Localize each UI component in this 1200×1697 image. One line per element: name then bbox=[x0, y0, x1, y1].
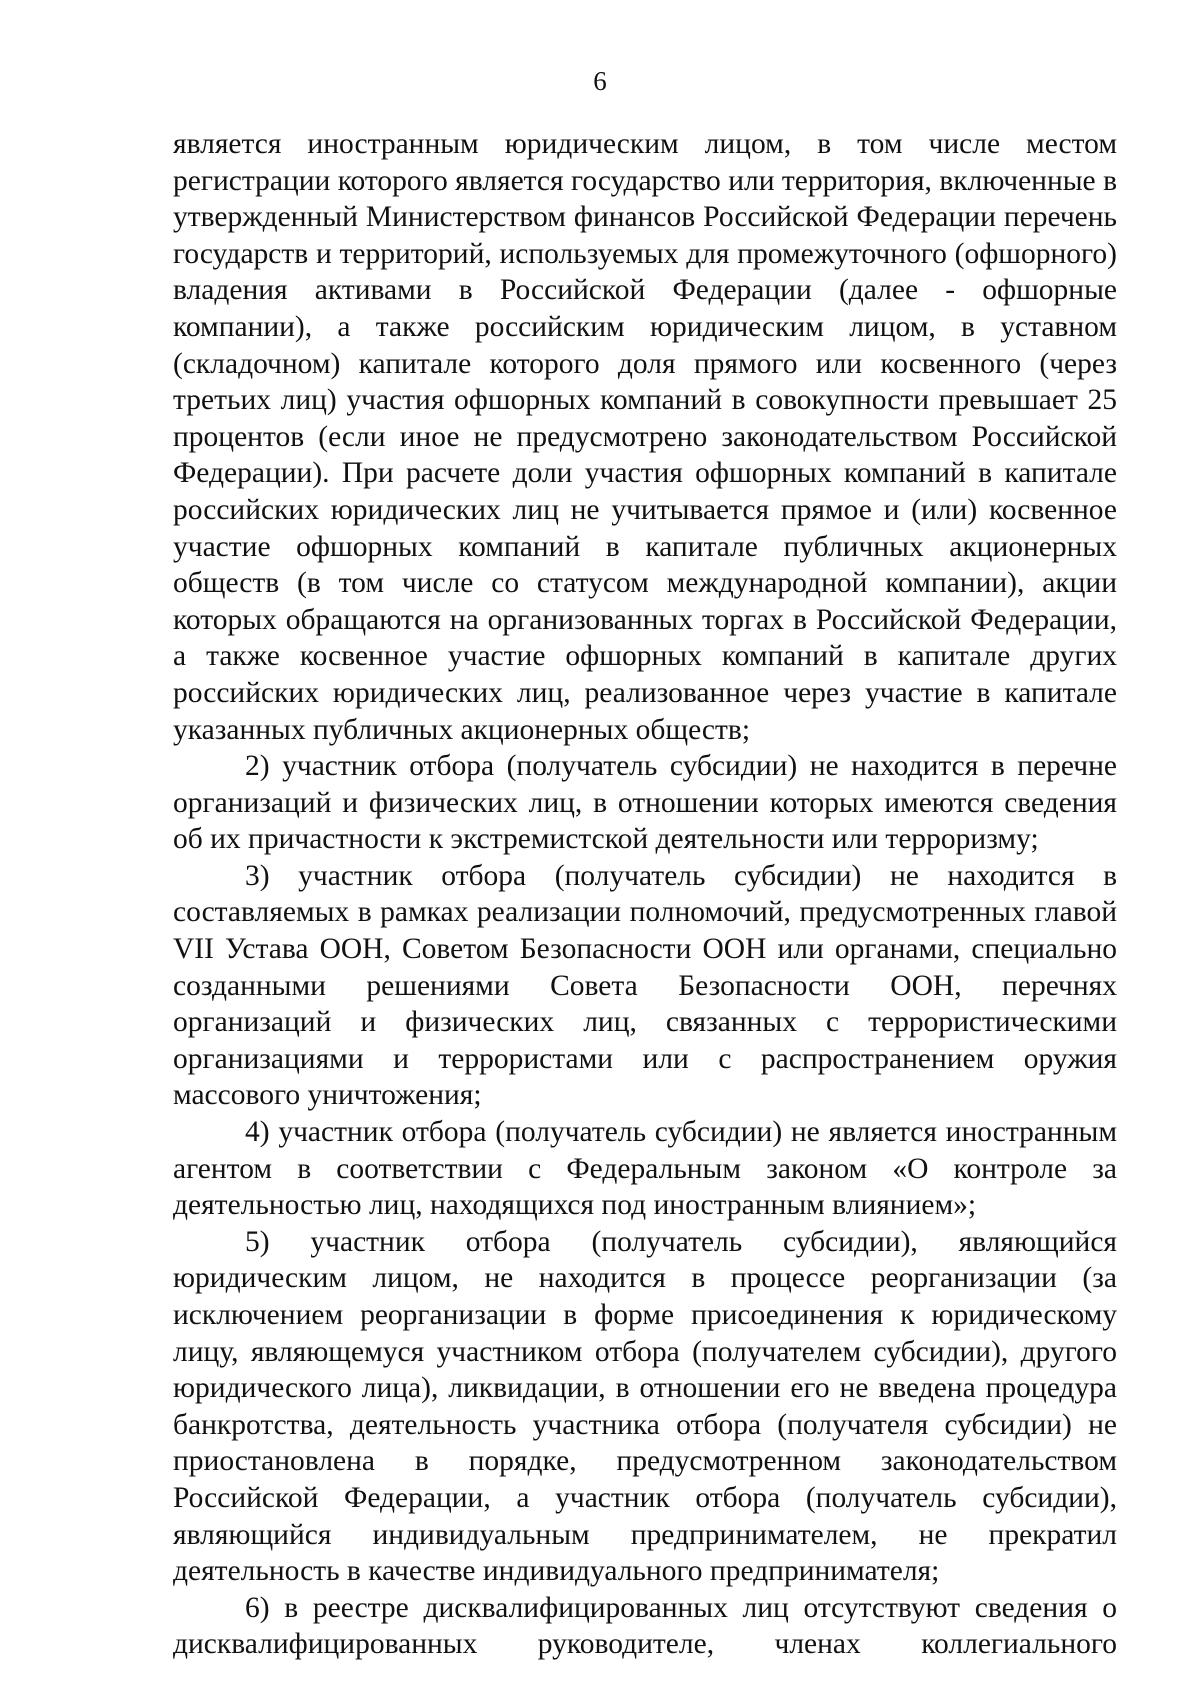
paragraph-continuation: является иностранным юридическим лицом, в том числе местом регистрации которого является государство или территория, включенные в утвержденный Министерством финансов Российской Федерации перечень государств и территорий, используемых для промежуточного (офшорного) владения активами в Российской Федерации (далее - офшорные компании), а также российским юридическим лицом, в уставном (складочном) капитале которого доля прямого или косвенного (через третьих лиц) участия офшорных компаний в совокупности превышает 25 процентов (если иное не предусмотрено законодательством Российской Федерации). При расчете доли участия офшорных компаний в капитале российских юридических лиц не учитывается прямое и (или) косвенное участие офшорных компаний в капитале публичных акционерных обществ (в том числе со статусом международной компании), акции которых обращаются на организованных торгах в Российской Федерации, а также косвенное участие офшорных компаний в капитале других российских юридических лиц, реализованное через участие в капитале указанных публичных акционерных обществ; bbox=[173, 128, 1117, 746]
paragraph-item-3: 3) участник отбора (получатель субсидии) не находится в составляемых в рамках реализации полномочий, предусмотренных главой VII Устава ООН, Советом Безопасности ООН или органами, специально созданными решениями Совета Безопасности ООН, перечнях организаций и физических лиц, связанных с террористическими организациями и террористами или с распространением оружия массового уничтожения; bbox=[173, 859, 1117, 1112]
paragraph-item-2: 2) участник отбора (получатель субсидии) не находится в перечне организаций и физических лиц, в отношении которых имеются сведения об их причастности к экстремистской деятельности или терроризму; bbox=[173, 750, 1117, 856]
document-body bbox=[173, 126, 1117, 1663]
page-number: 6 bbox=[593, 66, 607, 96]
paragraph-item-4: 4) участник отбора (получатель субсидии) не является иностранным агентом в соответствии с Федеральным законом «О контроле за деятельностью лиц, находящихся под иностранным влиянием»; bbox=[173, 1116, 1117, 1222]
paragraph-item-5: 5) участник отбора (получатель субсидии), являющийся юридическим лицом, не находится в процессе реорганизации (за исключением реорганизации в форме присоединения к юридическому лицу, являющемуся участником отбора (получателем субсидии), другого юридического лица), ликвидации, в отношении его не введена процедура банкротства, деятельность участника отбора (получателя субсидии) не приостановлена в порядке, предусмотренном законодательством Российской Федерации, а участник отбора (получатель субсидии), являющийся индивидуальным предпринимателем, не прекратил деятельность в качестве индивидуального предпринимателя; bbox=[173, 1225, 1117, 1588]
paragraph-item-6: 6) в реестре дисквалифицированных лиц отсутствуют сведения о дисквалифицированных руководителе, членах коллегиального bbox=[173, 1591, 1117, 1661]
